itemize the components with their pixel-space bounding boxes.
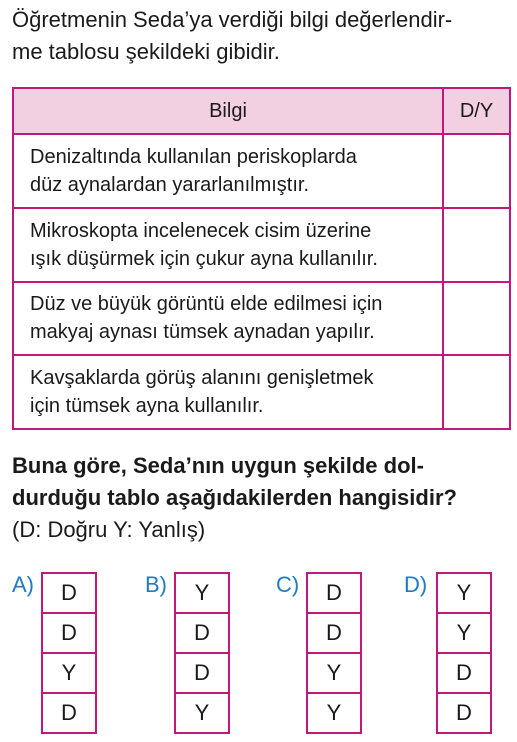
header-bilgi: Bilgi [13, 88, 443, 134]
legend-note: (D: Doğru Y: Yanlış) [12, 517, 206, 542]
table-header-row [13, 88, 510, 134]
evaluation-table [12, 87, 511, 430]
question-line-1: Buna göre, Seda’nın uygun şekilde dol- [12, 453, 424, 478]
answer-cell [443, 355, 510, 429]
option-cell: Y [43, 654, 95, 694]
option-cell: D [456, 700, 472, 725]
option-b-table[interactable] [174, 572, 230, 734]
option-cell: D [176, 614, 228, 654]
intro-paragraph [12, 4, 507, 68]
question-text [12, 450, 512, 514]
option-d-table[interactable] [436, 572, 492, 734]
option-cell: Y [176, 574, 228, 614]
option-cell: D [176, 654, 228, 694]
answer-cell [443, 134, 510, 208]
statement-line: için tümsek ayna kullanılır. [30, 395, 264, 418]
statement-line: düz aynalardan yararlanılmıştır. [30, 173, 310, 196]
statement-line: Denizaltında kullanılan periskoplarda [30, 145, 357, 168]
table-row [13, 134, 510, 208]
option-cell: D [438, 654, 490, 694]
option-cell: D [61, 700, 77, 725]
statement-cell [13, 208, 443, 282]
statement-line: makyaj aynası tümsek aynadan yapılır. [30, 321, 375, 344]
option-d-letter[interactable]: D) [404, 572, 428, 597]
answer-cell [443, 208, 510, 282]
intro-line-2: me tablosu şekildeki gibidir. [12, 39, 280, 64]
option-cell: Y [326, 700, 342, 725]
statement-cell [13, 282, 443, 356]
statement-line: ışık düşürmek için çukur ayna kullanılır. [30, 247, 378, 270]
question-line-2: durduğu tablo aşağıdakilerden hangisidir? [12, 485, 457, 510]
statement-line: Mikroskopta incelenecek cisim üzerine [30, 219, 372, 242]
statement-cell [13, 134, 443, 208]
statement-line: Düz ve büyük görüntü elde edilmesi için [30, 293, 383, 316]
option-cell: D [308, 574, 360, 614]
option-cell: Y [308, 654, 360, 694]
statement-cell [13, 355, 443, 429]
option-c-table[interactable] [306, 572, 362, 734]
option-cell: Y [438, 574, 490, 614]
intro-line-1: Öğretmenin Seda’ya verdiği bilgi değerlendir- [12, 7, 453, 32]
option-b-letter[interactable]: B) [145, 572, 167, 597]
table-row [13, 355, 510, 429]
table-row [13, 282, 510, 356]
header-dy: D/Y [443, 88, 510, 134]
option-cell: Y [194, 700, 210, 725]
statement-line: Kavşaklarda görüş alanını genişletmek [30, 367, 374, 390]
option-cell: Y [438, 614, 490, 654]
option-a-letter[interactable]: A) [12, 572, 34, 597]
answer-cell [443, 282, 510, 356]
option-cell: D [43, 614, 95, 654]
option-c-letter[interactable]: C) [276, 572, 300, 597]
table-row [13, 208, 510, 282]
option-cell: D [43, 574, 95, 614]
option-cell: D [308, 614, 360, 654]
option-a-table[interactable] [41, 572, 97, 734]
